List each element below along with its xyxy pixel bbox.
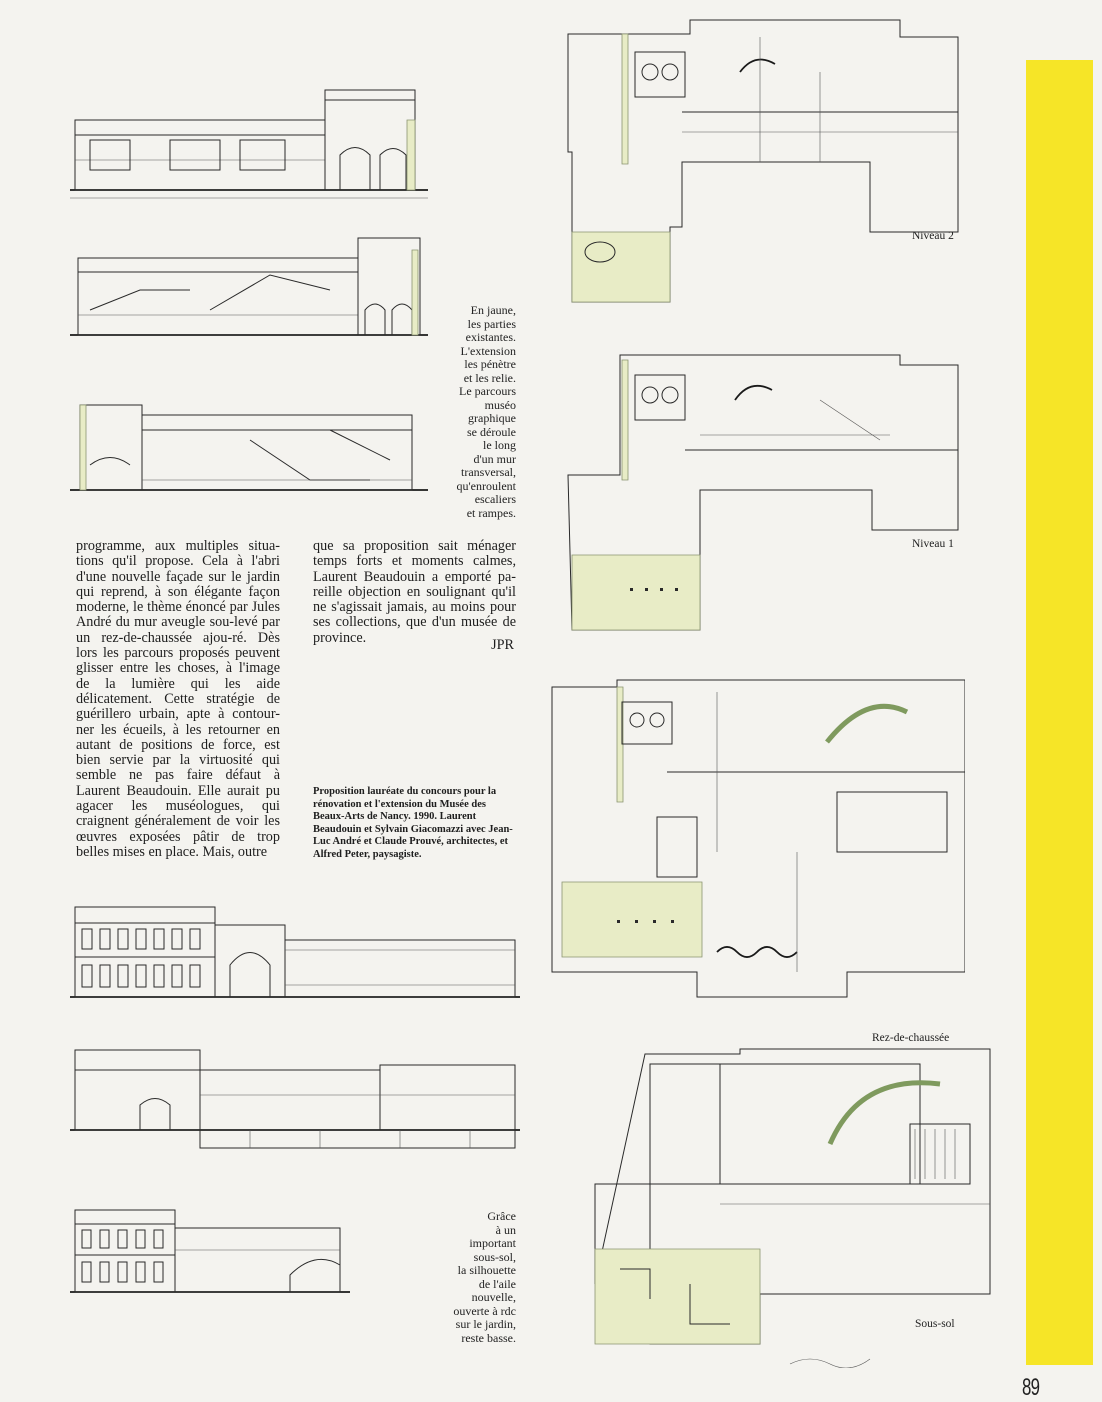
- label-niveau-2: Niveau 2: [912, 230, 954, 242]
- elevation-drawing-1: [70, 895, 520, 1003]
- section-drawing-1: [70, 80, 428, 200]
- plan-niveau-1: [560, 340, 962, 632]
- article-col1-text: programme, aux multiples situa-tions qu'il propose. Cela à l'abri d'une nouvelle façade sur le jardin qui reprend, à son élégante façon moderne, le thème énoncé par Jules André du mur aveugle sou-levé par un rez-de-chaussée ajou-ré. Dès lors les parcours proposés peuvent glisser entre les choses, à l'image de la lumière qui les aide délicatement. Cette stratégie de guérillero urbain, apte à contour-ner les écueils, à les retourner en autant de positions de force, est bien servie par la virtuosité qui semble ne pas faire défaut à Laurent Beaudouin. Elle aurait pu agacer les muséologues, qui craignent généralement de voir les œuvres exposées pâtir de trop belles mises en place. Mais, outre: [76, 538, 280, 860]
- section-drawing-2: [70, 230, 428, 340]
- section-drawing-4: [70, 1040, 520, 1150]
- yellow-color-band: [1026, 60, 1093, 1365]
- article-column-1: [76, 539, 280, 860]
- project-credits: Proposition lauréate du concours pour la rénovation et l'extension du Musée des Beaux-Arts de Nancy. 1990. Laurent Beaudouin et Sylvain Giacomazzi avec Jean-Luc André et Claude Prouvé, architectes, et Alfred Peter, paysagiste.: [313, 786, 513, 860]
- plan-niveau-2: [560, 12, 962, 310]
- elevation-drawing-2: [70, 1190, 350, 1300]
- label-niveau-1: Niveau 1: [912, 538, 954, 550]
- label-rez-de-chaussee: Rez-de-chaussée: [872, 1032, 950, 1044]
- section-drawing-3: [70, 390, 428, 498]
- label-sous-sol: Sous-sol: [915, 1318, 955, 1330]
- article-col2-text: que sa proposition sait ménager temps forts et moments calmes, Laurent Beaudouin a emporté pa-reille objection en soulignant qu'il ne s'agissait jamais, au moins pour ses collections, que d'un musée de province.: [313, 538, 516, 646]
- article-signature: JPR: [491, 637, 514, 653]
- page-number: 89: [1022, 1374, 1040, 1401]
- caption-extension: En jaune, les parties existantes. L'extension les pénètre et les relie. Le parcours muséo graphique se déroule le long d'un mur transversal, qu'enroulent escaliers et rampes.: [456, 303, 516, 520]
- article-column-2: [313, 539, 516, 646]
- plan-rez-de-chaussee: [547, 672, 965, 1012]
- caption-sous-sol: Grâce à un important sous-sol, la silhouette de l'aile nouvelle, ouverte à rdc sur le jardin, reste basse.: [453, 1209, 516, 1345]
